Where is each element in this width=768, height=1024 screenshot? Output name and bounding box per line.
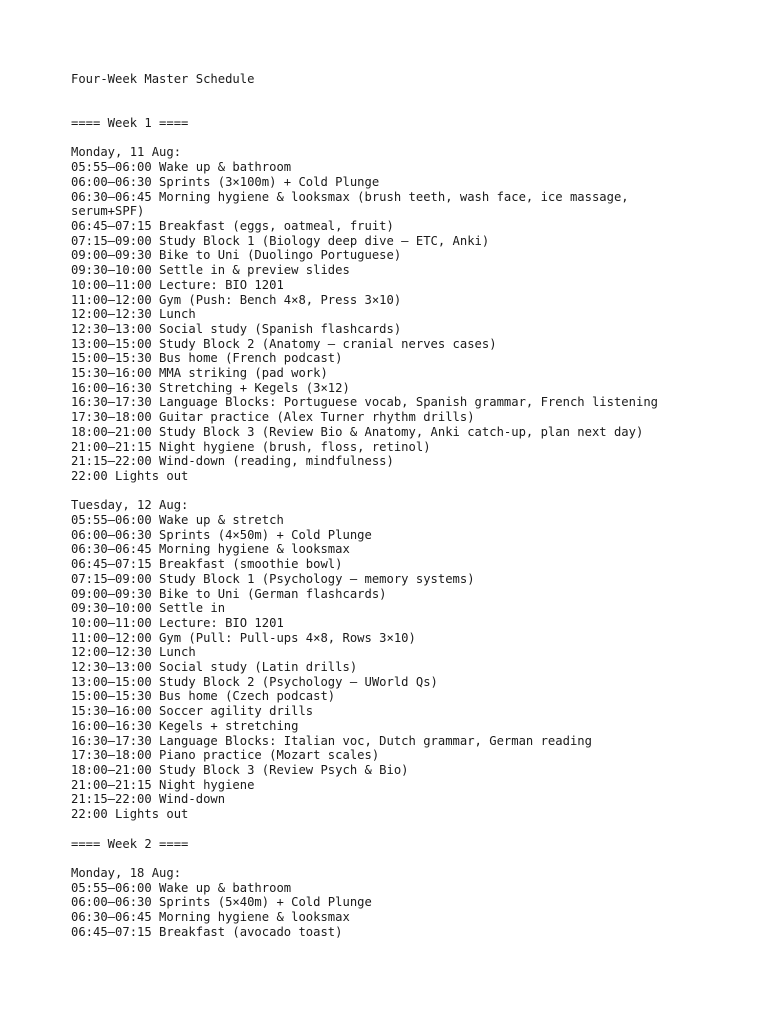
schedule-entry: 09:30–10:00 Settle in & preview slides [71,263,350,278]
schedule-entry: 07:15–09:00 Study Block 1 (Biology deep dive – ETC, Anki) [71,233,490,248]
schedule-entry: 06:30–06:45 Morning hygiene & looksmax (brush teeth, wash face, ice massage, [71,189,629,204]
schedule-entry: 06:45–07:15 Breakfast (smoothie bowl) [71,557,343,572]
schedule-entry: 13:00–15:00 Study Block 2 (Anatomy – cranial nerves cases) [71,336,497,351]
day-block [71,866,751,940]
schedule-entry: 17:30–18:00 Guitar practice (Alex Turner rhythm drills) [71,410,475,425]
schedule-entry: 05:55–06:00 Wake up & bathroom [71,880,292,895]
schedule-entry: 21:15–22:00 Wind-down (reading, mindfulness) [71,454,394,469]
schedule-entry: 11:00–12:00 Gym (Pull: Pull-ups 4×8, Rows 3×10) [71,630,416,645]
schedule-entry: 22:00 Lights out [71,807,189,822]
schedule-entry: 06:00–06:30 Sprints (5×40m) + Cold Plunge [71,895,372,910]
schedule-entry: 06:45–07:15 Breakfast (eggs, oatmeal, fruit) [71,219,394,233]
schedule-entry: 21:15–22:00 Wind-down [71,792,226,807]
schedule-entry: 13:00–15:00 Study Block 2 (Psychology – UWorld Qs) [71,674,438,689]
schedule-entry: 15:30–16:00 MMA striking (pad work) [71,366,328,381]
schedule-entry: 06:30–06:45 Morning hygiene & looksmax [71,910,350,924]
schedule-entry: 21:00–21:15 Night hygiene (brush, floss, retinol) [71,439,431,454]
day-block [71,498,751,821]
schedule-entry: 15:00–15:30 Bus home (French podcast) [71,351,343,366]
week-heading: ==== Week 2 ==== [71,836,189,851]
schedule-entry: 15:00–15:30 Bus home (Czech podcast) [71,689,336,704]
schedule-entry: 17:30–18:00 Piano practice (Mozart scales) [71,748,380,763]
weeks-container [71,116,751,939]
schedule-entry: 06:45–07:15 Breakfast (avocado toast) [71,924,343,939]
schedule-entry: 06:00–06:30 Sprints (4×50m) + Cold Plunge [71,527,372,542]
schedule-entry: 16:30–17:30 Language Blocks: Italian voc, Dutch grammar, German reading [71,733,592,748]
schedule-entry: 11:00–12:00 Gym (Push: Bench 4×8, Press 3×10) [71,292,402,307]
day-label: Monday, 18 Aug: [71,865,182,880]
schedule-entry: 10:00–11:00 Lecture: BIO 1201 [71,277,284,292]
schedule-entry: 18:00–21:00 Study Block 3 (Review Bio & Anatomy, Anki catch-up, plan next day) [71,424,644,439]
week-heading: ==== Week 1 ==== [71,116,189,131]
schedule-entry: 09:00–09:30 Bike to Uni (Duolingo Portuguese) [71,248,402,263]
schedule-entry: 12:00–12:30 Lunch [71,307,196,322]
schedule-entry: 12:30–13:00 Social study (Latin drills) [71,660,358,675]
document-page [71,72,751,954]
schedule-entry: 12:00–12:30 Lunch [71,645,196,660]
schedule-entry: 05:55–06:00 Wake up & stretch [71,513,284,528]
day-label: Monday, 11 Aug: [71,145,182,160]
schedule-entry: 22:00 Lights out [71,468,189,483]
schedule-entry: 09:00–09:30 Bike to Uni (German flashcards) [71,586,387,601]
week-section [71,116,751,822]
schedule-entry: 10:00–11:00 Lecture: BIO 1201 [71,615,284,630]
schedule-entry: 05:55–06:00 Wake up & bathroom [71,160,292,175]
schedule-entry: 16:00–16:30 Stretching + Kegels (3×12) [71,380,350,395]
schedule-entry: 07:15–09:00 Study Block 1 (Psychology – memory systems) [71,571,475,586]
schedule-entry: 06:00–06:30 Sprints (3×100m) + Cold Plunge [71,174,380,189]
schedule-entry: 12:30–13:00 Social study (Spanish flashcards) [71,321,402,336]
schedule-entry: 15:30–16:00 Soccer agility drills [71,704,314,719]
schedule-entry: 21:00–21:15 Night hygiene [71,777,255,792]
schedule-entry: 16:30–17:30 Language Blocks: Portuguese vocab, Spanish grammar, French listening [71,395,658,410]
day-label: Tuesday, 12 Aug: [71,498,189,513]
schedule-entry: serum+SPF) [71,204,145,219]
schedule-entry: 06:30–06:45 Morning hygiene & looksmax [71,542,350,557]
schedule-entry: 09:30–10:00 Settle in [71,601,226,616]
schedule-entry: 16:00–16:30 Kegels + stretching [71,718,299,733]
day-block [71,145,751,483]
document-title: Four-Week Master Schedule [71,72,255,86]
week-section [71,837,751,940]
schedule-entry: 18:00–21:00 Study Block 3 (Review Psych & Bio) [71,763,409,777]
